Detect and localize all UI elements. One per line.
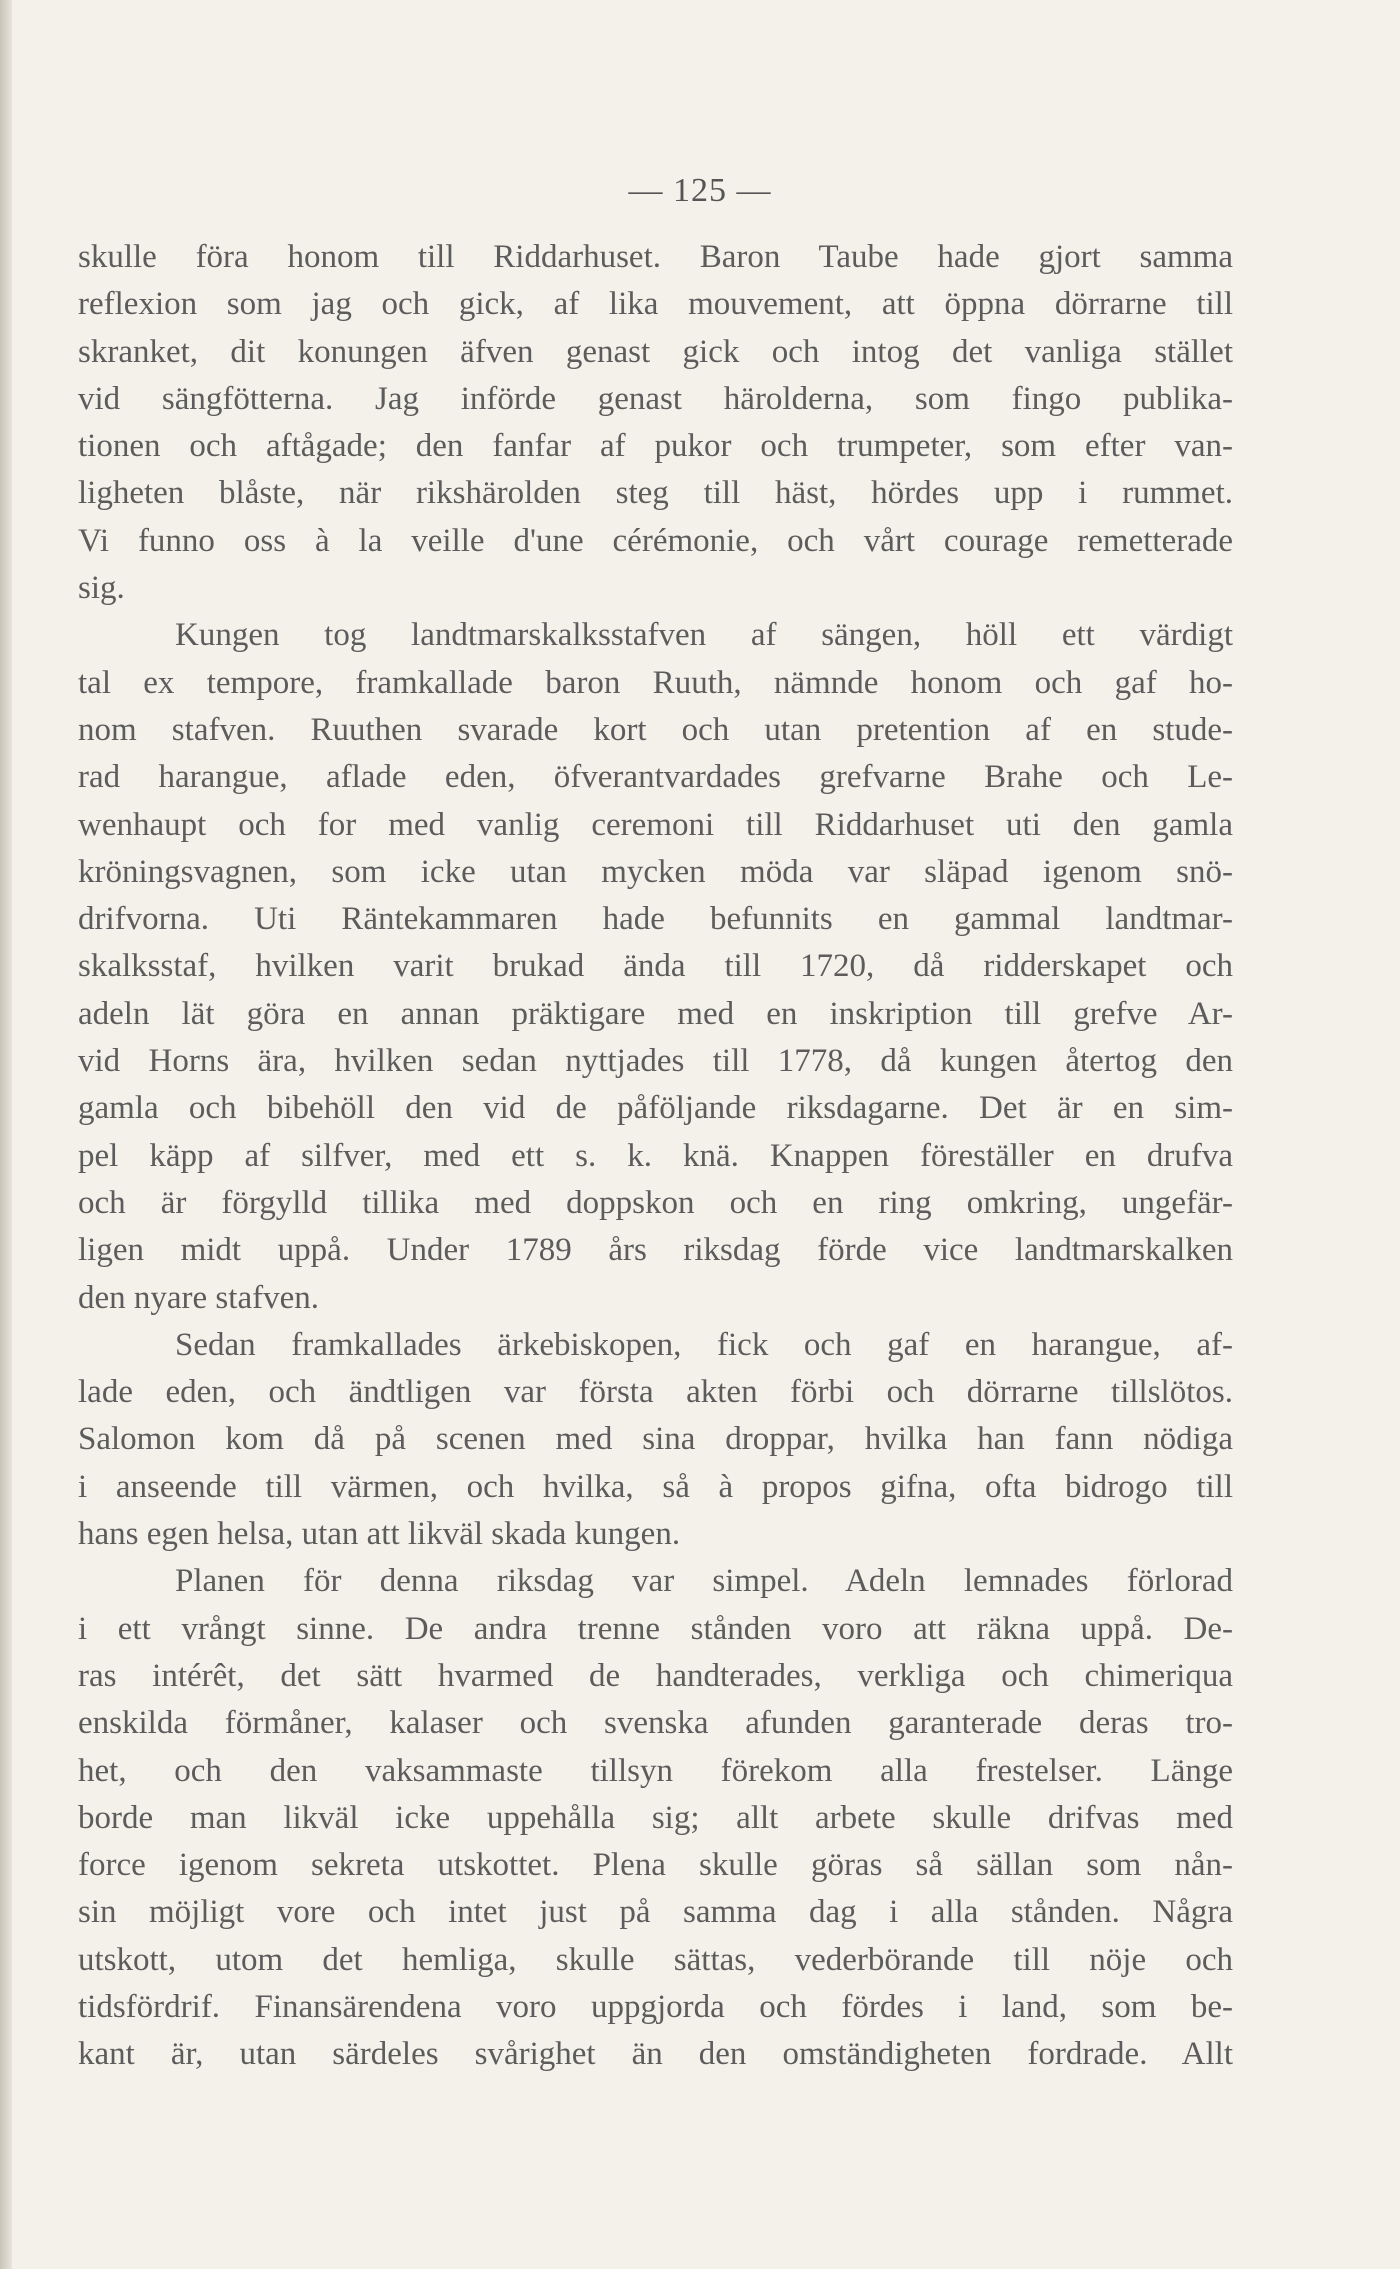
text-line: Sedan framkallades ärkebiskopen, fick och gaf en harangue, af- [175, 1326, 1233, 1363]
text-line: reflexion som jag och gick, af lika mouvement, att öppna dörrarne till [78, 286, 1233, 323]
text-line: vid Horns ära, hvilken sedan nyttjades till 1778, då kungen återtog den [78, 1043, 1233, 1080]
text-line: skranket, dit konungen äfven genast gick och intog det vanliga stället [78, 333, 1233, 370]
text-line: lade eden, och ändtligen var första akten förbi och dörrarne tillslötos. [78, 1374, 1233, 1411]
page-number: — 125 — [628, 172, 772, 209]
text-line: i anseende till värmen, och hvilka, så à propos gifna, ofta bidrogo till [78, 1468, 1233, 1505]
text-line: kant är, utan särdeles svårighet än den omständigheten fordrade. Allt [78, 2036, 1233, 2073]
text-line: nom stafven. Ruuthen svarade kort och utan pretention af en stude- [78, 711, 1233, 748]
text-line: rad harangue, aflade eden, öfverantvardades grefvarne Brahe och Le- [78, 759, 1233, 796]
text-line: skulle föra honom till Riddarhuset. Baron Taube hade gjort samma [78, 239, 1233, 275]
body-text [78, 234, 1233, 2079]
text-line: enskilda förmåner, kalaser och svenska afunden garanterade deras tro- [78, 1705, 1233, 1742]
text-line: och är förgylld tillika med doppskon och en ring omkring, ungefär- [78, 1184, 1233, 1221]
text-line: tal ex tempore, framkallade baron Ruuth, nämnde honom och gaf ho- [78, 664, 1233, 701]
text-line: sin möjligt vore och intet just på samma dag i alla stånden. Några [78, 1894, 1233, 1931]
text-line: drifvorna. Uti Räntekammaren hade befunnits en gammal landtmar- [78, 901, 1233, 938]
page-spine-edge [0, 0, 12, 2269]
text-line: adeln lät göra en annan präktigare med en inskription till grefve Ar- [78, 995, 1233, 1032]
text-line: Salomon kom då på scenen med sina droppar, hvilka han fann nödiga [78, 1421, 1233, 1458]
text-line: den nyare stafven. [78, 1279, 319, 1316]
text-line: utskott, utom det hemliga, skulle sättas, vederbörande till nöje och [78, 1941, 1233, 1978]
text-line: kröningsvagnen, som icke utan mycken möda var släpad igenom snö- [78, 853, 1233, 890]
text-line: tidsfördrif. Finansärendena voro uppgjorda och fördes i land, som be- [78, 1988, 1233, 2025]
text-line: pel käpp af silfver, med ett s. k. knä. Knappen föreställer en drufva [78, 1137, 1233, 1174]
text-line: sig. [78, 570, 125, 607]
text-line: Planen för denna riksdag var simpel. Adeln lemnades förlorad [175, 1563, 1233, 1600]
text-line: borde man likväl icke uppehålla sig; allt arbete skulle drifvas med [78, 1799, 1233, 1836]
text-line: i ett vrångt sinne. De andra trenne stånden voro att räkna uppå. De- [78, 1610, 1233, 1647]
text-line: ligen midt uppå. Under 1789 års riksdag förde vice landtmarskalken [78, 1232, 1233, 1269]
text-line: ligheten blåste, när rikshärolden steg till häst, hördes upp i rummet. [78, 475, 1233, 512]
text-line: Vi funno oss à la veille d'une cérémonie, och vårt courage remetterade [78, 522, 1233, 559]
text-line: hans egen helsa, utan att likväl skada kungen. [78, 1516, 681, 1553]
text-line: ras intérêt, det sätt hvarmed de handterades, verkliga och chimeriqua [78, 1657, 1233, 1694]
text-line: vid sängfötterna. Jag införde genast härolderna, som fingo publika- [78, 380, 1233, 417]
text-line: tionen och aftågade; den fanfar af pukor och trumpeter, som efter van- [78, 428, 1233, 465]
text-line: skalksstaf, hvilken varit brukad ända till 1720, då ridderskapet och [78, 948, 1233, 985]
text-line: Kungen tog landtmarskalksstafven af sängen, höll ett värdigt [175, 617, 1233, 654]
text-line: gamla och bibehöll den vid de påföljande riksdagarne. Det är en sim- [78, 1090, 1233, 1127]
text-line: force igenom sekreta utskottet. Plena skulle göras så sällan som nån- [78, 1847, 1233, 1884]
text-line: wenhaupt och for med vanlig ceremoni till Riddarhuset uti den gamla [78, 806, 1233, 843]
text-line: het, och den vaksammaste tillsyn förekom alla frestelser. Länge [78, 1752, 1233, 1789]
